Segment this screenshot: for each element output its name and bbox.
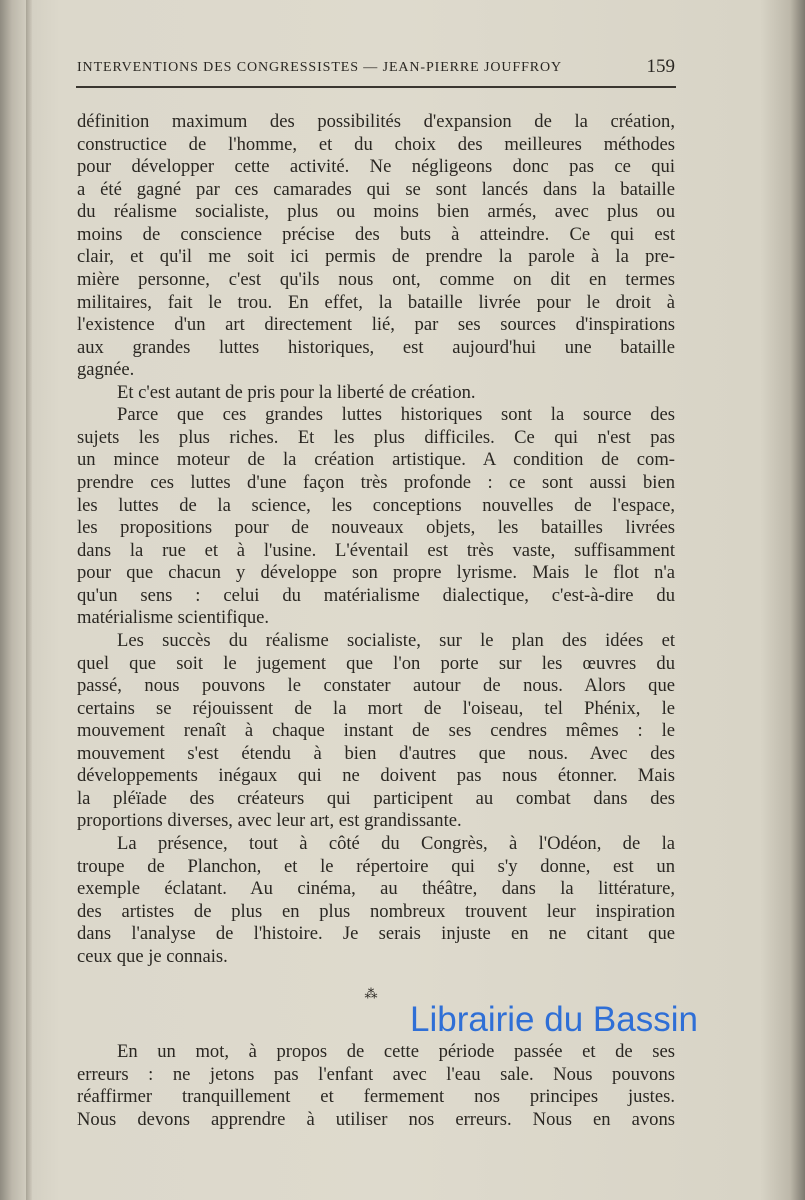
- text-line: passé, nous pouvons le constater autour de nous. Alors que: [77, 675, 675, 697]
- body-text-section-2: [77, 1041, 675, 1131]
- text-line: pour développer cette activité. Ne négligeons donc pas ce qui: [77, 156, 675, 178]
- paragraph: [77, 404, 675, 630]
- section-break-asterism: ⁂: [364, 986, 378, 1001]
- text-line: La présence, tout à côté du Congrès, à l'Odéon, de la: [117, 833, 675, 854]
- text-line: exemple éclatant. Au cinéma, au théâtre, dans la littérature,: [77, 878, 675, 900]
- text-line: sujets les plus riches. Et les plus difficiles. Ce qui n'est pas: [77, 426, 675, 448]
- text-line: les luttes de la science, les conceptions nouvelles de l'espace,: [77, 494, 675, 516]
- text-line: un mince moteur de la création artistique. A condition de com-: [77, 449, 675, 471]
- text-line: mouvement renaît à chaque instant de ses cendres mêmes : le: [77, 720, 675, 742]
- text-line: Nous devons apprendre à utiliser nos erreurs. Nous en avons: [77, 1108, 675, 1130]
- text-line: matérialisme scientifique.: [77, 607, 270, 629]
- text-line: constructice de l'homme, et du choix des meilleures méthodes: [77, 133, 675, 155]
- text-line: a été gagné par ces camarades qui se sont lancés dans la bataille: [77, 178, 675, 200]
- text-line: aux grandes luttes historiques, est aujourd'hui une bataille: [77, 336, 675, 358]
- text-line: réaffirmer tranquillement et fermement nos principes justes.: [77, 1086, 675, 1108]
- text-line: militaires, fait le trou. En effet, la bataille livrée pour le droit à: [77, 291, 675, 313]
- text-line: prendre ces luttes d'une façon très profonde : ce sont aussi bien: [77, 472, 675, 493]
- text-line: gagnée.: [77, 359, 135, 381]
- text-line: Parce que ces grandes luttes historiques sont la source des: [117, 404, 675, 426]
- adjacent-page-gutter: [26, 0, 32, 1200]
- text-line: dans l'analyse de l'histoire. Je serais injuste en ne citant que: [77, 923, 675, 945]
- page-number: 159: [646, 56, 675, 77]
- text-line: erreurs : ne jetons pas l'enfant avec l'eau sale. Nous pouvons: [77, 1063, 675, 1085]
- paragraph: [77, 833, 675, 968]
- header-rule: [76, 86, 676, 88]
- text-line: les propositions pour de nouveaux objets, les batailles livrées: [77, 517, 675, 539]
- text-line: mière personne, c'est qu'ils nous ont, comme on dit en termes: [77, 268, 675, 290]
- text-line: Les succès du réalisme socialiste, sur le plan des idées et: [117, 629, 675, 651]
- text-line: dans la rue et à l'usine. L'éventail est très vaste, suffisamment: [77, 539, 675, 561]
- text-line: développements inégaux qui ne doivent pas nous étonner. Mais: [77, 765, 675, 787]
- text-line: troupe de Planchon, et le répertoire qui s'y donne, est un: [77, 855, 675, 877]
- paragraph: [77, 382, 675, 405]
- text-line: quel que soit le jugement que l'on porte sur les œuvres du: [77, 652, 675, 674]
- text-line: moins de conscience précise des buts à atteindre. Ce qui est: [77, 223, 675, 245]
- text-line: En un mot, à propos de cette période passée et de ses: [117, 1041, 675, 1062]
- text-line: mouvement s'est étendu à bien d'autres que nous. Avec des: [77, 742, 675, 764]
- paragraph: [77, 630, 675, 833]
- watermark: Librairie du Bassin: [410, 1000, 698, 1039]
- text-line: clair, et qu'il me soit ici permis de prendre la parole à la pre-: [77, 246, 675, 268]
- paragraph: [77, 1041, 675, 1131]
- text-line: proportions diverses, avec leur art, est grandissante.: [77, 810, 462, 832]
- text-line: pour que chacun y développe son propre lyrisme. Mais le flot n'a: [77, 562, 675, 584]
- running-title: INTERVENTIONS DES CONGRESSISTES — JEAN-PIERRE JOUFFROY: [77, 60, 563, 75]
- text-line: définition maximum des possibilités d'expansion de la création,: [77, 111, 675, 132]
- text-line: ceux que je connais.: [77, 945, 228, 967]
- paragraph: [77, 111, 675, 382]
- running-header: [77, 56, 675, 80]
- text-line: certains se réjouissent de la mort de l'oiseau, tel Phénix, le: [77, 697, 675, 719]
- text-line: qu'un sens : celui du matérialisme dialectique, c'est-à-dire du: [77, 584, 675, 606]
- text-line: la pléïade des créateurs qui participent au combat dans des: [77, 787, 675, 809]
- text-line: du réalisme socialiste, plus ou moins bien armés, avec plus ou: [77, 201, 675, 223]
- text-line: l'existence d'un art directement lié, par ses sources d'inspirations: [77, 314, 675, 336]
- text-line: Et c'est autant de pris pour la liberté de création.: [117, 381, 476, 403]
- text-line: des artistes de plus en plus nombreux trouvent leur inspiration: [77, 900, 675, 922]
- body-text-section-1: [77, 111, 675, 968]
